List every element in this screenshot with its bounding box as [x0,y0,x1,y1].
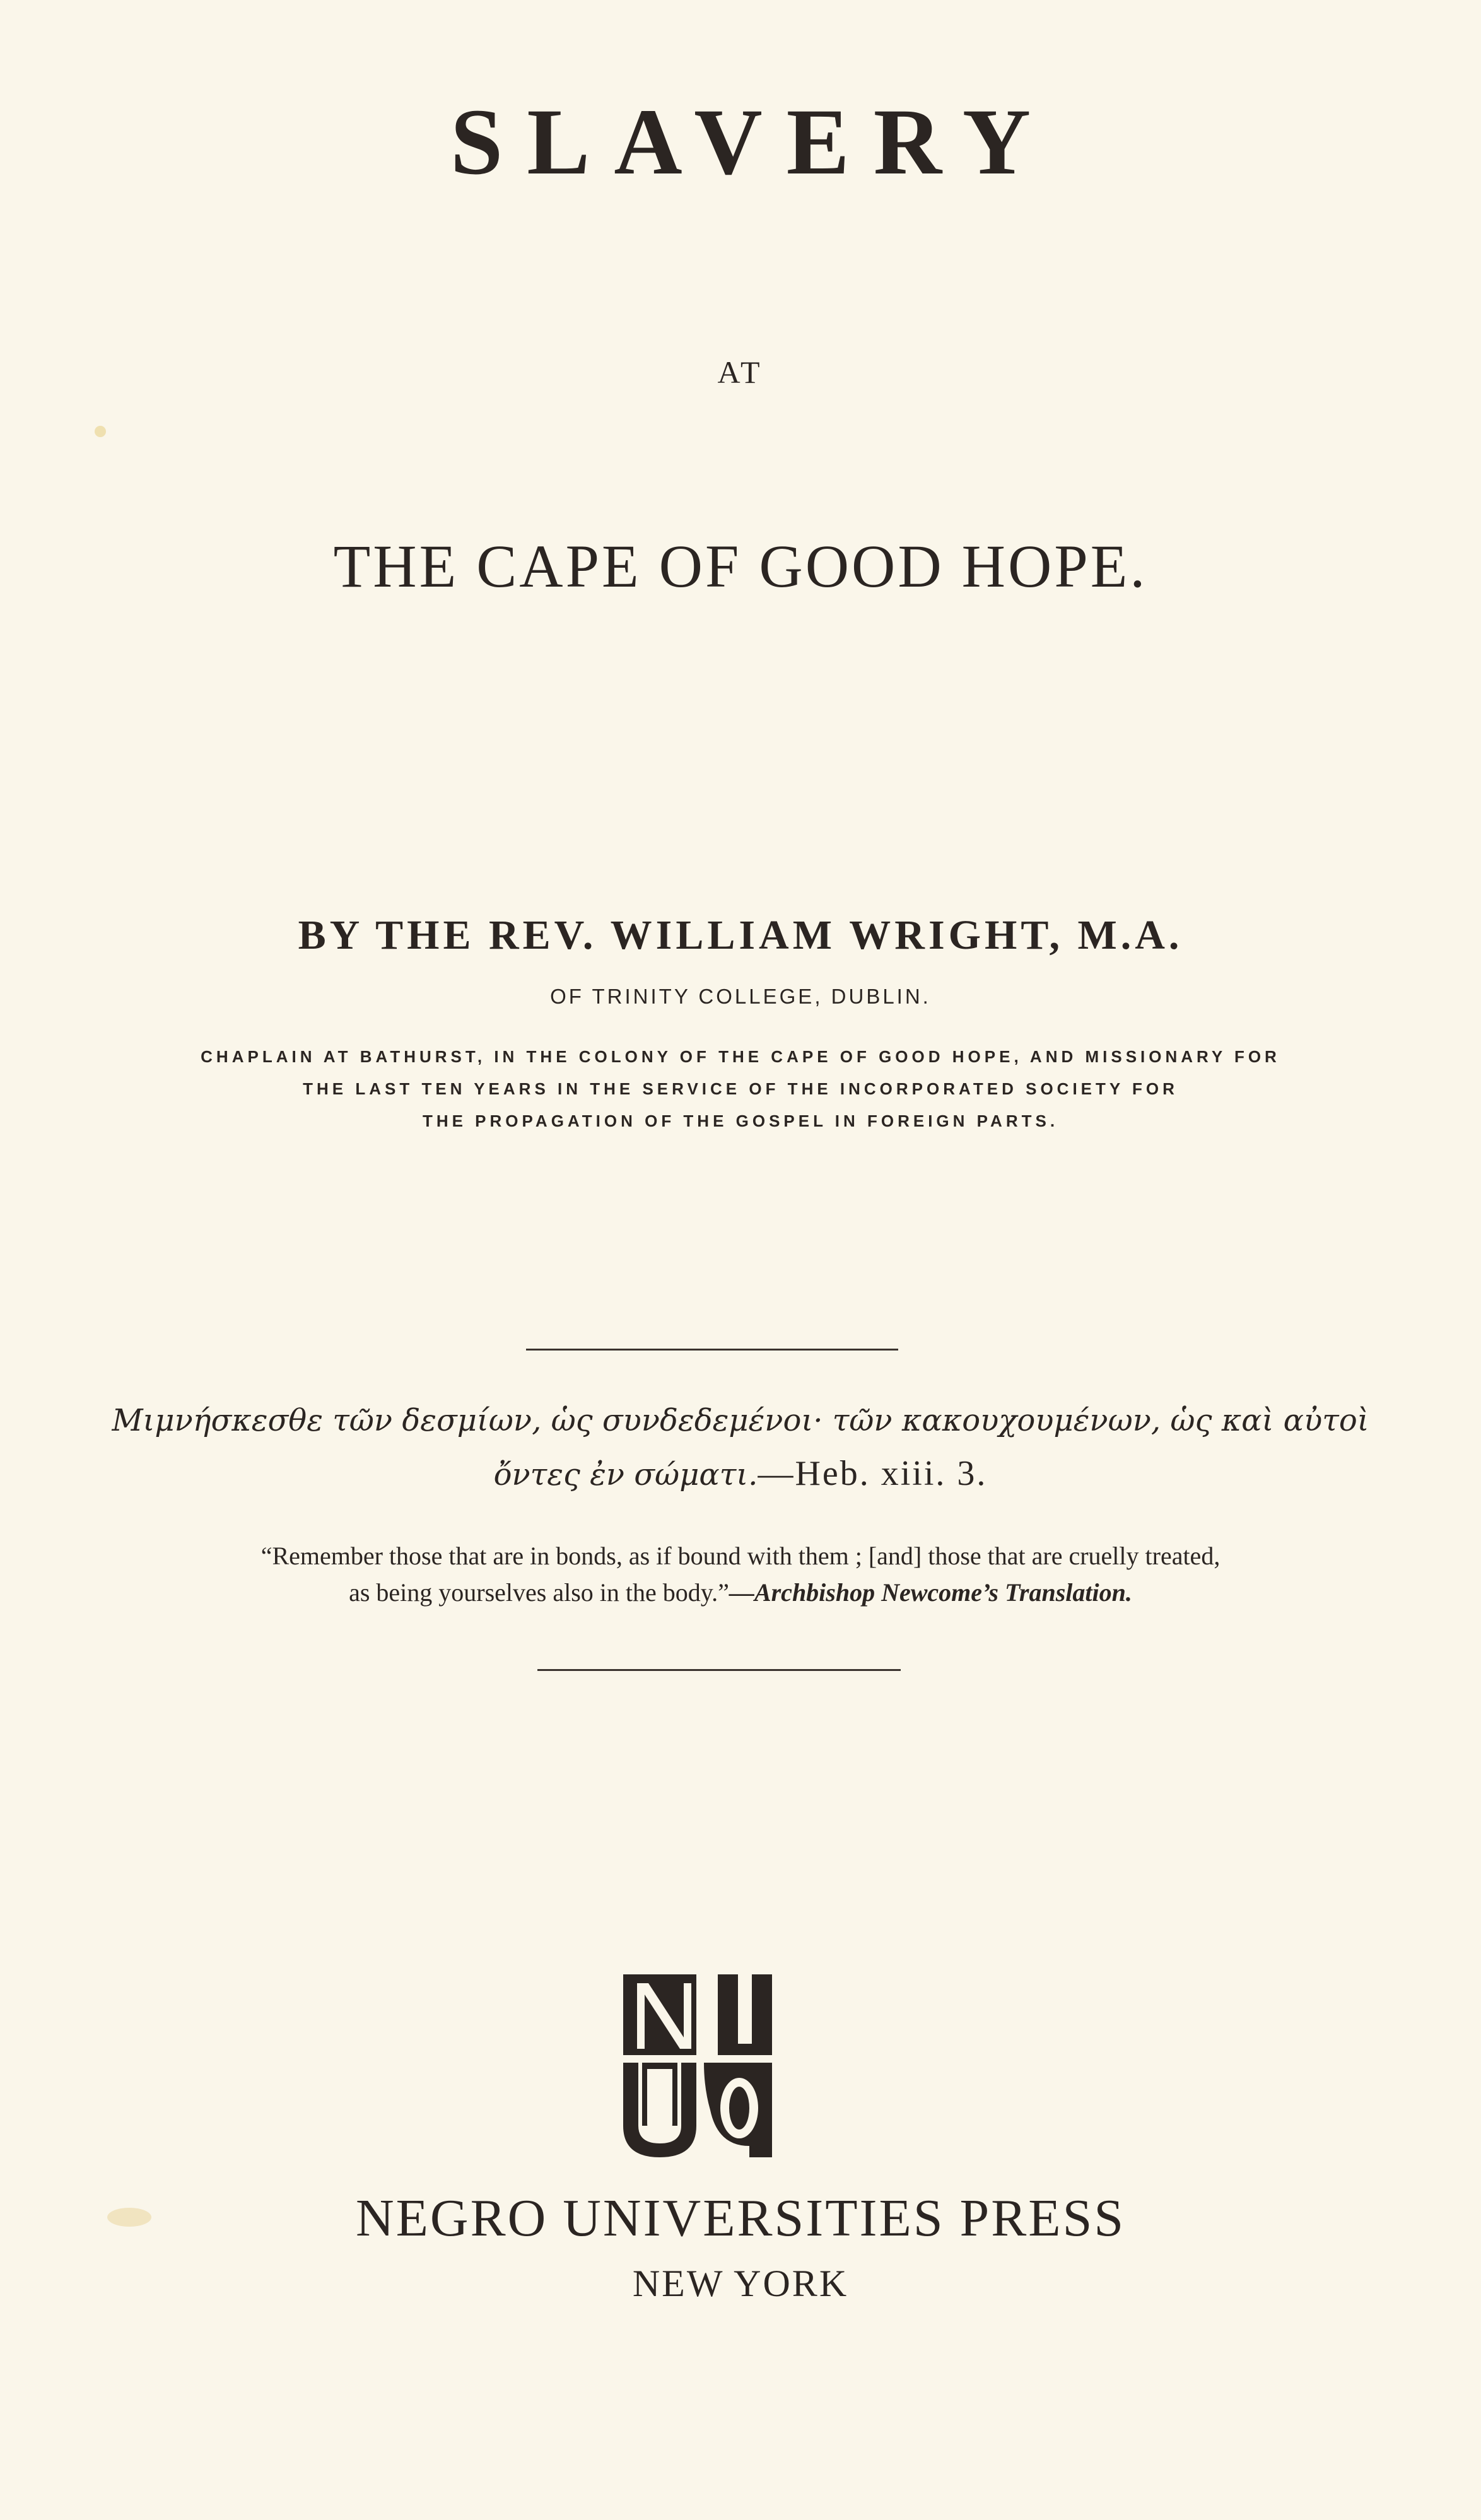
author-description-line: THE LAST TEN YEARS IN THE SERVICE OF THE INCORPORATED SOCIETY FOR [303,1079,1178,1098]
author-description-line: THE PROPAGATION OF THE GOSPEL IN FOREIGN PARTS. [422,1111,1059,1130]
epigraph-greek-text: ὄντες ἐν σώματι. [493,1457,758,1492]
author-line: BY THE REV. WILLIAM WRIGHT, M.A. [298,912,1183,958]
epigraph-greek-line [0,1447,1481,1501]
epigraph-translation-line [0,1574,1481,1611]
translation-credit: —Archbishop Newcome’s Translation. [729,1578,1132,1607]
author-college: OF TRINITY COLLEGE, DUBLIN. [550,985,931,1008]
epigraph-greek-line: Μιμνήσκεσθε τῶν δεσμίων, ὡς συνδεδεμένοι· τῶν κακουχουμένων, ὡς καὶ αὐτοὶ [112,1403,1369,1438]
publisher-logo-icon [623,1974,772,2157]
epigraph-translation-line: “Remember those that are in bonds, as if bound with them ; [and] those that are cruelly treated, [260,1542,1221,1570]
title-connector: AT [717,355,764,390]
author-description [0,1041,1481,1137]
divider-rule [526,1349,898,1351]
book-subtitle: THE CAPE OF GOOD HOPE. [333,532,1148,600]
book-title: SLAVERY [450,90,1055,194]
epigraph-greek [0,1394,1481,1501]
paper-stain [95,426,106,437]
epigraph-translation-text: as being yourselves also in the body.” [349,1578,729,1607]
author-description-line: CHAPLAIN AT BATHURST, IN THE COLONY OF THE CAPE OF GOOD HOPE, AND MISSIONARY FOR [201,1047,1280,1066]
publisher-city: NEW YORK [632,2263,849,2304]
epigraph-translation [0,1538,1481,1611]
epigraph-reference: —Heb. xiii. 3. [758,1454,988,1493]
divider-rule [537,1669,901,1671]
publisher-name: NEGRO UNIVERSITIES PRESS [355,2189,1126,2247]
